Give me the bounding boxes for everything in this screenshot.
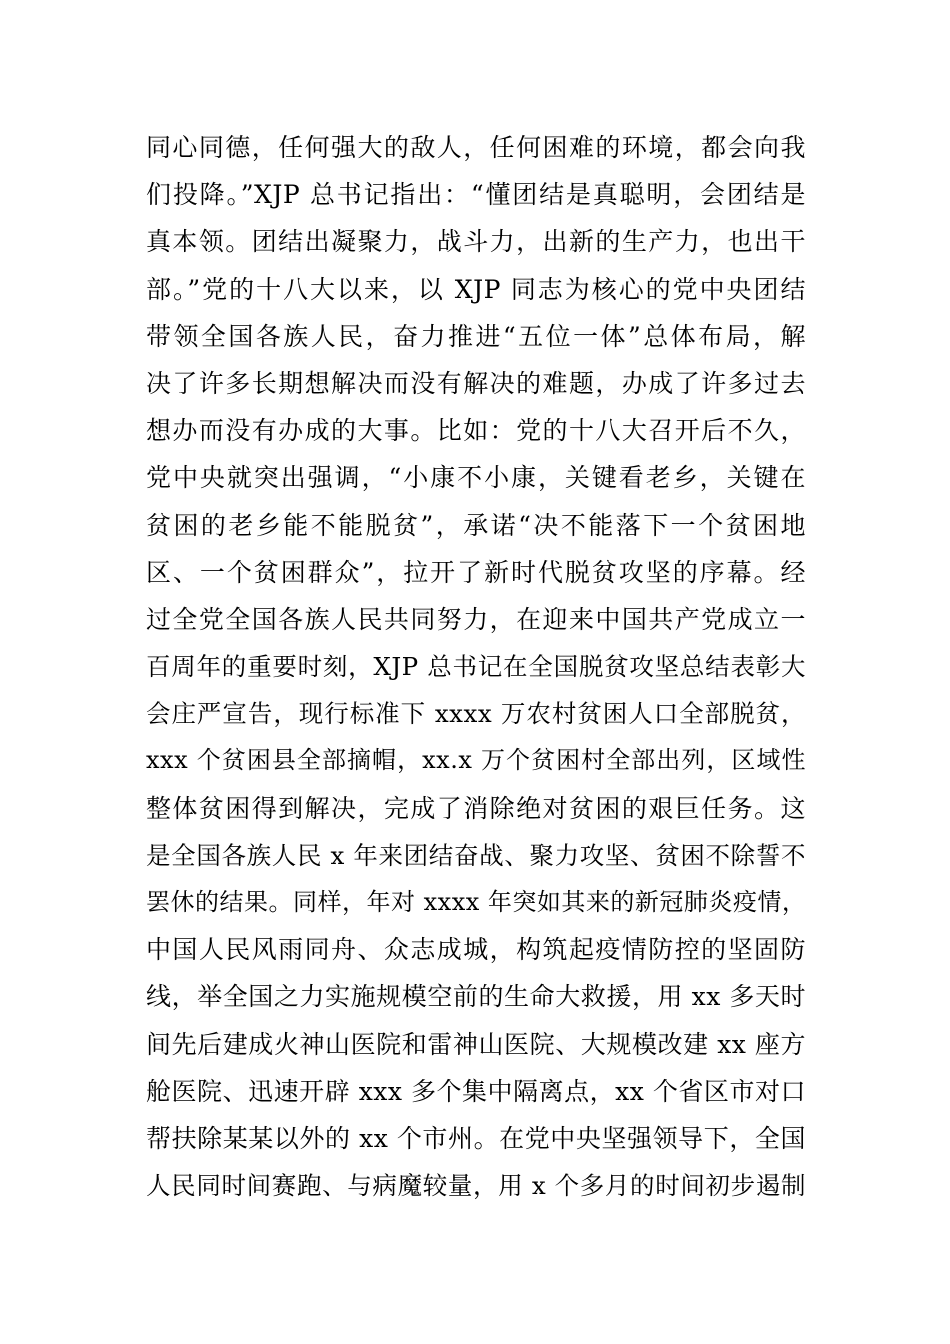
text-line: 真本领。团结出凝聚力，战斗力，出新的生产力，也出干 xyxy=(146,227,806,257)
text-line: 间先后建成火神山医院和雷神山医院、大规模改建 xx 座方 xyxy=(146,1029,806,1059)
text-line: 百周年的重要时刻，XJP 总书记在全国脱贫攻坚总结表彰大 xyxy=(146,652,806,682)
text-line: 罢休的结果。同样，年对 xxxx 年突如其来的新冠肺炎疫情， xyxy=(146,888,807,916)
text-line: 帮扶除某某以外的 xx 个市州。在党中央坚强领导下，全国 xyxy=(146,1123,806,1153)
text-line: 过全党全国各族人民共同努力，在迎来中国共产党成立一 xyxy=(146,604,806,634)
text-line: 部。”党的十八大以来，以 XJP 同志为核心的党中央团结 xyxy=(146,274,806,304)
text-line: 是全国各族人民 x 年来团结奋战、聚力攻坚、贫困不除誓不 xyxy=(146,840,806,870)
text-line: 党中央就突出强调，“小康不小康，关键看老乡，关键在 xyxy=(146,463,806,493)
text-line: 区、一个贫困群众”，拉开了新时代脱贫攻坚的序幕。经 xyxy=(146,557,806,587)
text-line: 带领全国各族人民，奋力推进“五位一体”总体布局，解 xyxy=(146,321,806,351)
text-line: xxx 个贫困县全部摘帽，xx.x 万个贫困村全部出列，区域性 xyxy=(146,746,806,775)
text-line: 同心同德，任何强大的敌人，任何困难的环境，都会向我 xyxy=(146,133,806,162)
text-line: 中国人民风雨同舟、众志成城，构筑起疫情防控的坚固防 xyxy=(146,935,806,965)
text-line: 线，举全国之力实施规模空前的生命大救援，用 xx 多天时 xyxy=(146,982,806,1012)
text-line: 舱医院、迅速开辟 xxx 多个集中隔离点，xx 个省区市对口 xyxy=(146,1076,806,1106)
text-line: 会庄严宣告，现行标准下 xxxx 万农村贫困人口全部脱贫， xyxy=(146,699,806,729)
text-line: 想办而没有办成的大事。比如：党的十八大召开后不久， xyxy=(146,416,806,446)
text-line: 决了许多长期想解决而没有解决的难题，办成了许多过去 xyxy=(146,368,806,398)
text-line: 整体贫困得到解决，完成了消除绝对贫困的艰巨任务。这 xyxy=(146,793,806,823)
text-line: 人民同时间赛跑、与病魔较量，用 x 个多月的时间初步遏制 xyxy=(146,1171,806,1201)
text-line: 们投降。”XJP 总书记指出：“懂团结是真聪明，会团结是 xyxy=(146,180,806,210)
text-line: 贫困的老乡能不能脱贫”，承诺“决不能落下一个贫困地 xyxy=(146,510,806,540)
body-text xyxy=(146,124,806,1209)
